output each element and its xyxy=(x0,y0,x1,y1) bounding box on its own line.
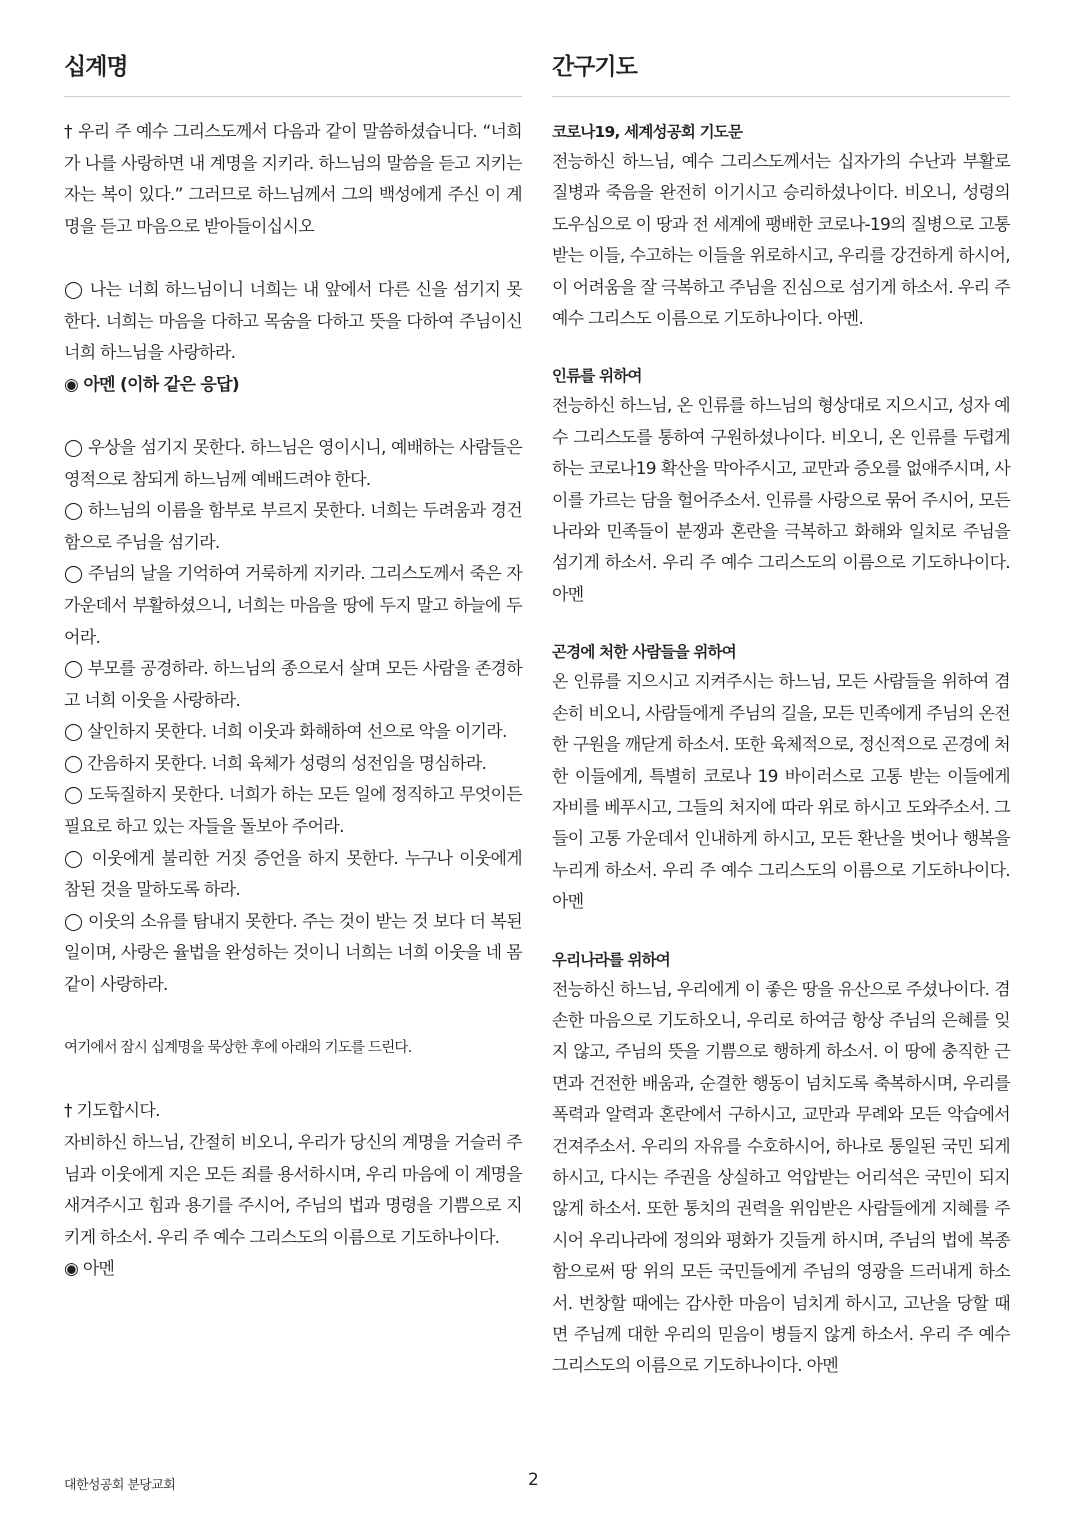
ten-commandments-column xyxy=(64,52,522,1286)
intro-paragraph: † 우리 주 예수 그리스도께서 다음과 같이 말씀하셨습니다. “너희가 나를 사랑하면 내 계명을 지키라. 하느님의 말씀을 듣고 지키는 자는 복이 있다.” 그러므로 하느님께서 그의 백성에게 주신 이 계명을 듣고 마음으로 받아들이십시오 xyxy=(64,122,522,237)
section-text: 전능하신 하느님, 예수 그리스도께서는 십자가의 수난과 부활로 질병과 죽음을 완전히 이기시고 승리하셨나이다. 비오니, 성령의 도우심으로 이 땅과 전 세계에 팽배한 코로나-19의 질병으로 고통 받는 이들, 수고하는 이들을 위로하시고, 우리를 강건하게 하시어, 이 어려움을 잘 극복하고 주님을 진심으로 섬기게 하소서. 우리 주 예수 그리스도 이름으로 기도하나이다. 아멘. xyxy=(552,152,1010,330)
section-text: 전능하신 하느님, 온 인류를 하느님의 형상대로 지으시고, 성자 예수 그리스도를 통하여 구원하셨나이다. 비오니, 온 인류를 두렵게 하는 코로나19 확산을 막아주시고, 교만과 증오를 없애주시며, 사이를 가르는 담을 헐어주소서. 인류를 사랑으로 묶어 주시어, 모든 나라와 민족들이 분쟁과 혼란을 극복하고 화해와 일치로 주님을 섬기게 하소서. 우리 주 예수 그리스도의 이름으로 기도하나이다. 아멘 xyxy=(552,396,1010,605)
section-text: 온 인류를 지으시고 지켜주시는 하느님, 모든 사람들을 위하여 겸손히 비오니, 사람들에게 주님의 길을, 모든 민족에게 주님의 온전한 구원을 깨닫게 하소서. 또한 육체적으로, 정신적으로 곤경에 처한 이들에게, 특별히 코로나 19 바이러스로 고통 받는 이들에게 자비를 베푸시고, 그들의 처지에 따라 위로 하시고 도와주소서. 그들이 고통 가운데서 인내하게 하시고, 모든 환난을 벗어나 행복을 누리게 하소서. 우리 주 예수 그리스도의 이름으로 기도하나이다. 아멘 xyxy=(552,672,1010,913)
commandment-4: ◯ 주님의 날을 기억하여 거룩하게 지키라. 그리스도께서 죽은 자 가운데서 부활하셨으니, 너희는 마음을 땅에 두지 말고 하늘에 두어라. xyxy=(64,564,522,648)
section-title: 인류를 위하여 xyxy=(552,367,642,386)
commandment-3: ◯ 하느님의 이름을 함부로 부르지 못한다. 너희는 두려움과 경건함으로 주님을 섬기라. xyxy=(64,501,522,553)
rubric-note: 여기에서 잠시 십계명을 묵상한 후에 아래의 기도를 드린다. xyxy=(64,1040,412,1057)
commandment-9: ◯ 이웃에게 불리한 거짓 증언을 하지 못한다. 누구나 이웃에게 참된 것을 말하도록 하라. xyxy=(64,848,522,901)
closing-prayer: 자비하신 하느님, 간절히 비오니, 우리가 당신의 계명을 거슬러 주님과 이웃에게 지은 모든 죄를 용서하시며, 우리 마음에 이 계명을 새겨주시고 힘과 용기를 주시어, 주님의 법과 명령을 기쁨으로 지키게 하소서. 우리 주 예수 그리스도의 이름으로 기도하나이다. xyxy=(64,1133,522,1248)
commandment-8: ◯ 도둑질하지 못한다. 너희가 하는 모든 일에 정직하고 무엇이든 필요로 하고 있는 자들을 돌보아 주어라. xyxy=(64,785,522,838)
ten-commandments-title: 십계명 xyxy=(64,52,522,97)
commandment-10: ◯ 이웃의 소유를 탐내지 못한다. 주는 것이 받는 것 보다 더 복된 일이며, 사랑은 율법을 완성하는 것이니 너희는 너희 이웃을 네 몸 같이 사랑하라. xyxy=(64,911,522,996)
prayer-section-nation xyxy=(552,945,1010,1383)
intercession-title: 간구기도 xyxy=(552,52,1010,97)
intercession-body xyxy=(552,117,1010,1383)
prayer-intro: † 기도합시다. xyxy=(64,1101,160,1122)
ten-commandments-body xyxy=(64,117,522,1286)
section-title: 곤경에 처한 사람들을 위하여 xyxy=(552,643,736,662)
commandment-5: ◯ 부모를 공경하라. 하느님의 종으로서 살며 모든 사람을 존경하고 너희 이웃을 사랑하라. xyxy=(64,659,522,711)
response-line: ◉ 아멘 (이하 같은 응답) xyxy=(64,374,239,395)
first-commandment: ◯ 나는 너희 하느님이니 너희는 내 앞에서 다른 신을 섬기지 못한다. 너희는 마음을 다하고 목숨을 다하고 뜻을 다하여 주님이신 너희 하느님을 사랑하라. xyxy=(64,279,522,364)
commandment-2: ◯ 우상을 섬기지 못한다. 하느님은 영이시니, 예배하는 사람들은 영적으로 참되게 하느님께 예배드려야 한다. xyxy=(64,437,522,490)
commandment-6: ◯ 살인하지 못한다. 너희 이웃과 화해하여 선으로 악을 이기라. xyxy=(64,722,507,743)
commandment-7: ◯ 간음하지 못한다. 너희 육체가 성령의 성전임을 명심하라. xyxy=(64,753,487,774)
page-number: 2 xyxy=(528,1470,539,1490)
prayer-section-distressed xyxy=(552,637,1010,918)
section-text: 전능하신 하느님, 우리에게 이 좋은 땅을 유산으로 주셨나이다. 겸손한 마음으로 기도하오니, 우리로 하여금 항상 주님의 은혜를 잊지 않고, 주님의 뜻을 기쁨으로 행하게 하소서. 이 땅에 충직한 근면과 건전한 배움과, 순결한 행동이 넘치도록 축복하시며, 우리를 폭력과 알력과 혼란에서 구하시고, 교만과 무례와 모든 악습에서 건져주소서. 우리의 자유를 수호하시어, 하나로 통일된 국민 되게 하시고, 다시는 주권을 상실하고 억압받는 어리석은 국민이 되지 않게 하소서. 또한 통치의 권력을 위임받은 사람들에게 지혜를 주시어 우리나라에 정의와 평화가 깃들게 하시며, 주님의 법에 복종함으로써 땅 위의 모든 국민들에게 주님의 영광을 드러내게 하소서. 번창할 때에는 감사한 마음이 넘치게 하시고, 고난을 당할 때면 주님께 대한 우리의 믿음이 병들지 않게 하소서. 우리 주 예수 그리스도의 이름으로 기도하나이다. 아멘 xyxy=(552,979,1010,1377)
prayer-section-covid xyxy=(552,117,1010,335)
section-title: 코로나19, 세계성공회 기도문 xyxy=(552,123,743,141)
footer-church-name: 대한성공회 분당교회 xyxy=(64,1478,176,1493)
intercession-column xyxy=(552,52,1010,1409)
prayer-section-humanity xyxy=(552,361,1010,611)
section-title: 우리나라를 위하여 xyxy=(552,950,670,969)
amen-response: ◉ 아멘 xyxy=(64,1259,115,1280)
